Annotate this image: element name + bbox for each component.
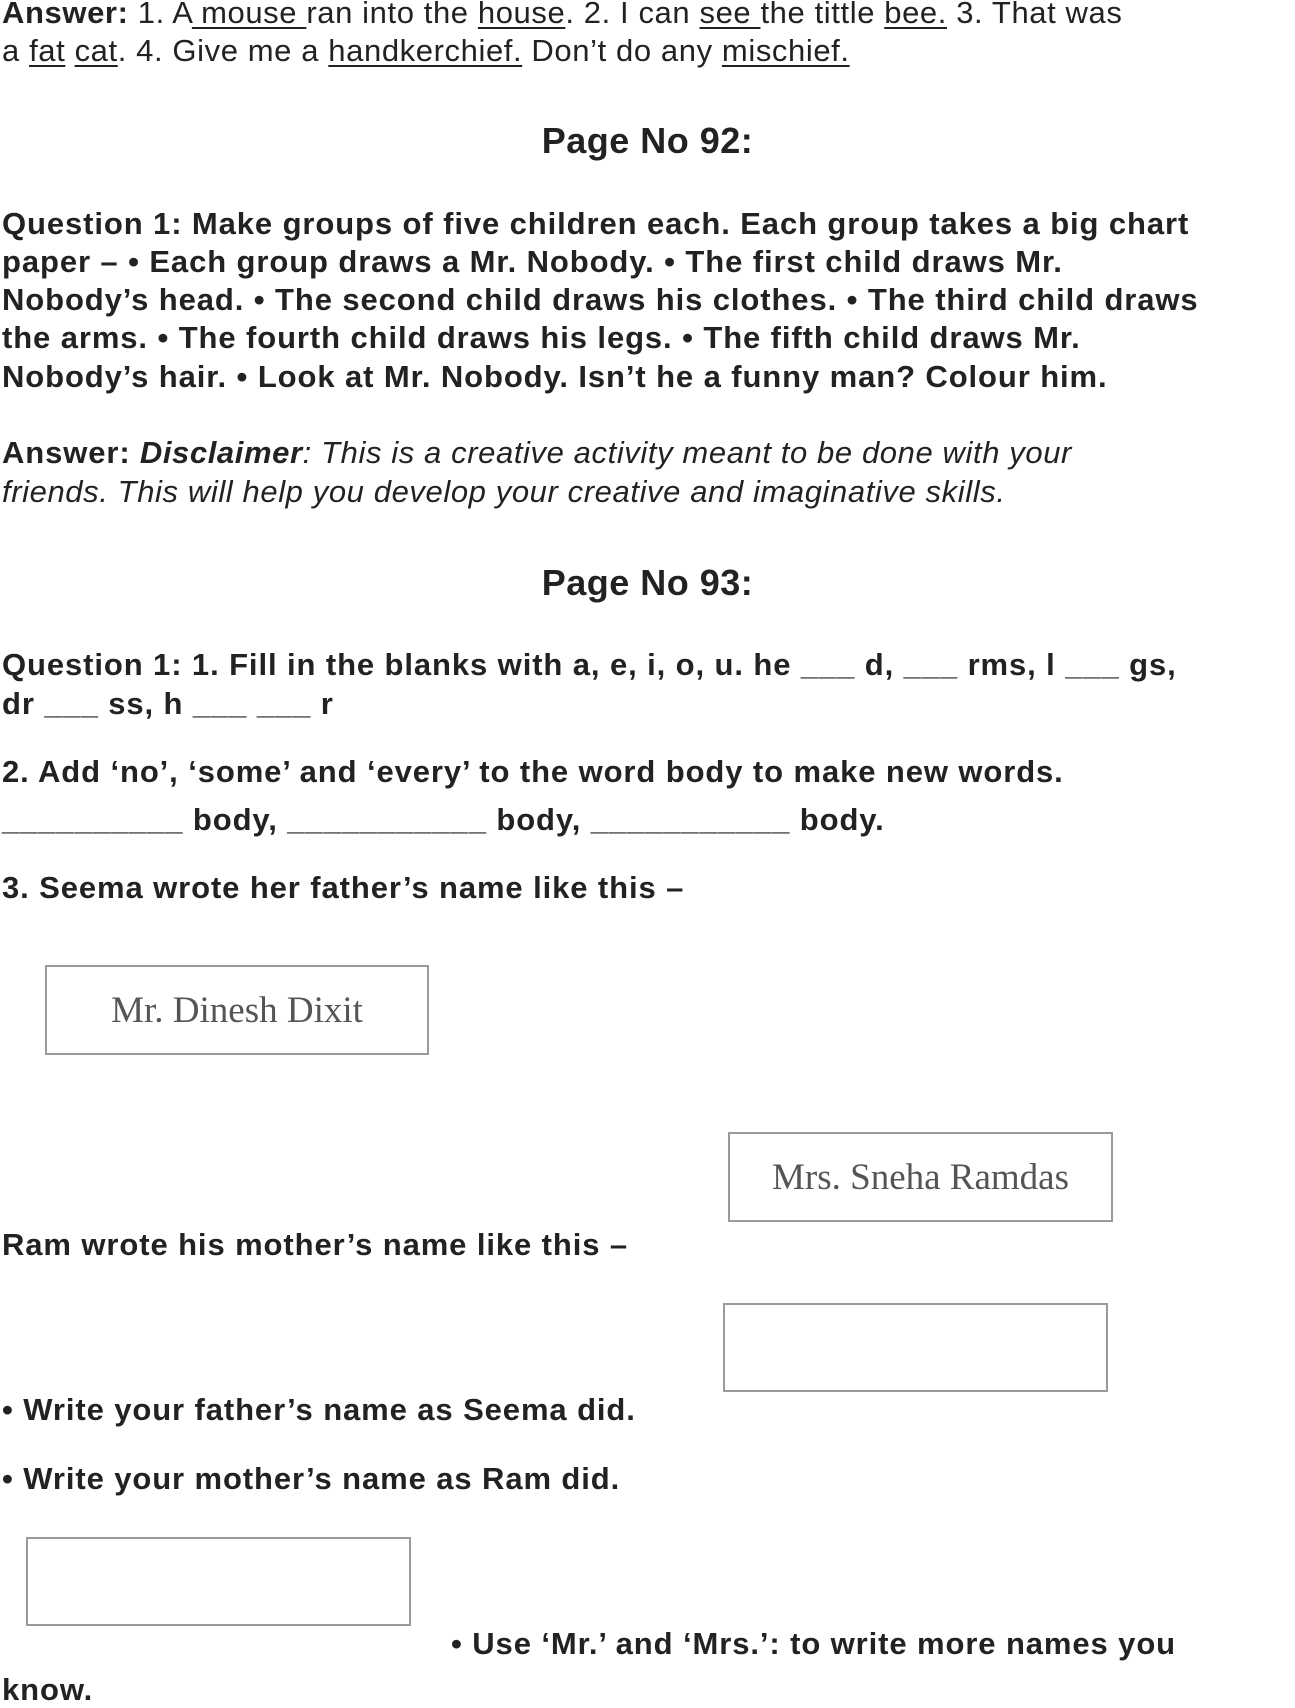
bullet-more-names: • Use ‘Mr.’ and ‘Mrs.’: to write more names you [451, 1626, 1176, 1661]
text: Don’t do any [522, 33, 722, 68]
text: the tittle [760, 0, 885, 30]
answer-line-1 [2, 0, 1123, 31]
question-line: 2. Add ‘no’, ‘some’ and ‘every’ to the word body to make new words. [2, 754, 1064, 789]
question-line: Question 1: 1. Fill in the blanks with a, e, i, o, u. he ___ d, ___ rms, l ___ gs, [2, 647, 1177, 682]
mother-name: Mrs. Sneha Ramdas [772, 1156, 1069, 1198]
answer-disclaimer-line-2: friends. This will help you develop your creative and imaginative skills. [2, 474, 1006, 509]
page-heading-92: Page No 92: [541, 120, 754, 161]
father-name-box [45, 965, 429, 1055]
answer-line-2 [2, 33, 850, 69]
page-heading-93: Page No 93: [541, 562, 754, 603]
text: : This is a creative activity meant to be done with your [302, 435, 1072, 470]
bullet-father: • Write your father’s name as Seema did. [2, 1392, 636, 1427]
empty-name-box[interactable] [26, 1537, 411, 1626]
question-line: Ram wrote his mother’s name like this – [2, 1227, 629, 1262]
question-line: paper – • Each group draws a Mr. Nobody. • The first child draws Mr. [2, 244, 1063, 279]
disclaimer-label: Disclaimer [139, 435, 303, 470]
text: . 4. Give me a [117, 33, 329, 68]
question-line: the arms. • The fourth child draws his legs. • The fifth child draws Mr. [2, 320, 1081, 355]
question-line: 3. Seema wrote her father’s name like this – [2, 870, 685, 905]
bullet-mother: • Write your mother’s name as Ram did. [2, 1461, 621, 1496]
question-line: dr ___ ss, h ___ ___ r [2, 686, 334, 721]
underlined-word: cat [74, 33, 118, 68]
father-name: Mr. Dinesh Dixit [111, 989, 363, 1031]
underlined-word: handkerchief. [328, 33, 523, 68]
answer-disclaimer-line-1 [2, 435, 1072, 471]
mother-name-box [728, 1132, 1113, 1222]
empty-name-box[interactable] [723, 1303, 1108, 1392]
underlined-word: house [477, 0, 566, 30]
question-line: Question 1: Make groups of five children each. Each group takes a big chart [2, 206, 1190, 241]
underlined-word: see [699, 0, 761, 30]
text: . 2. I can [565, 0, 700, 30]
underlined-word: mouse [191, 0, 307, 30]
question-line: __________ body, ___________ body, ___________ body. [2, 802, 885, 837]
underlined-word: fat [29, 33, 66, 68]
answer-label: Answer: [2, 435, 131, 470]
text: ran into the [306, 0, 478, 30]
text: a [2, 33, 30, 68]
bullet-more-names-cont: know. [2, 1672, 94, 1707]
answer-label: Answer: [2, 0, 129, 30]
question-line: Nobody’s head. • The second child draws his clothes. • The third child draws [2, 282, 1199, 317]
underlined-word: bee. [884, 0, 947, 30]
underlined-word: mischief. [721, 33, 850, 68]
text: 1. A [128, 0, 192, 30]
question-line: Nobody’s hair. • Look at Mr. Nobody. Isn’t he a funny man? Colour him. [2, 359, 1108, 394]
text [65, 33, 74, 68]
text: 3. That was [947, 0, 1123, 30]
